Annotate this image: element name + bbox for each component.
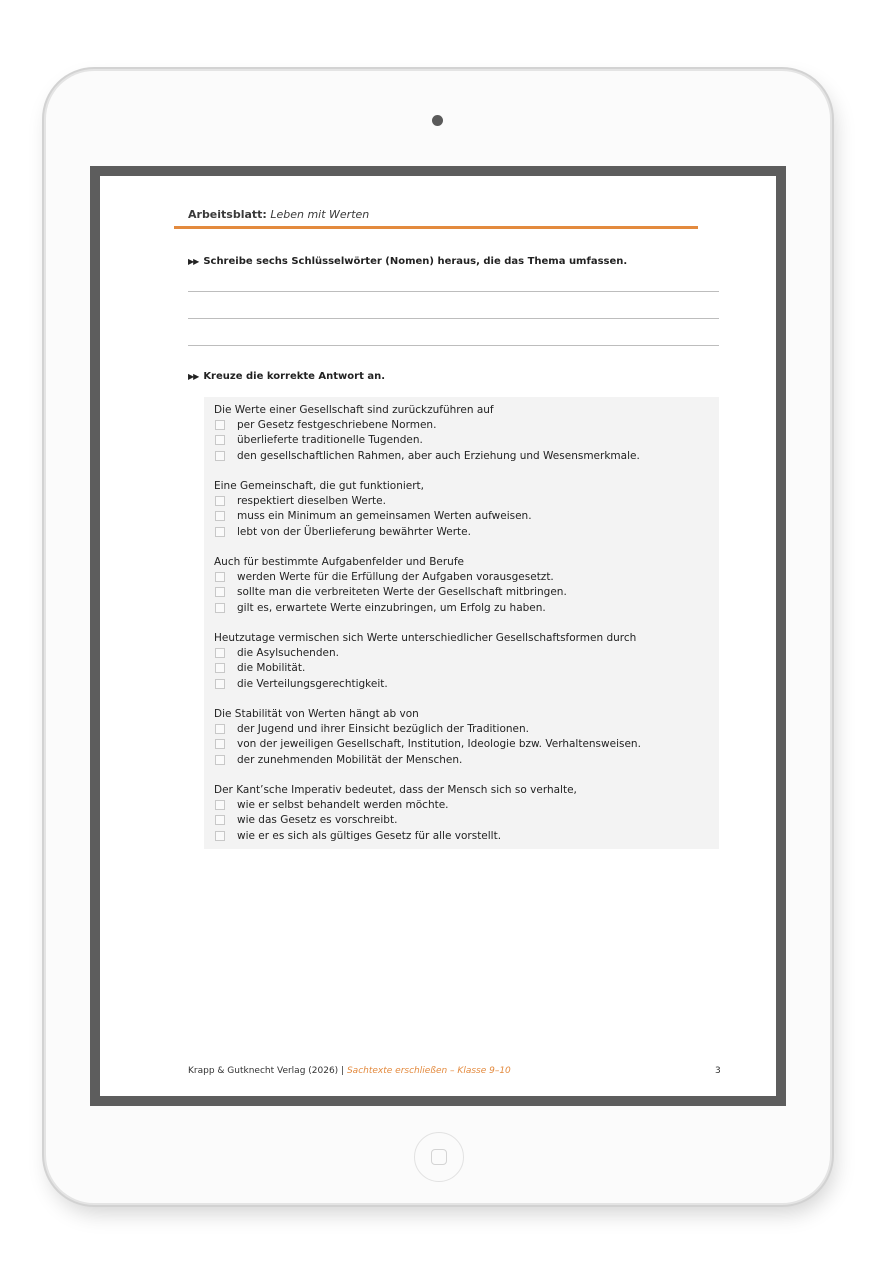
footer-book-title: Sachtexte erschließen – Klasse 9–10 bbox=[346, 1066, 511, 1076]
home-button[interactable] bbox=[414, 1132, 464, 1182]
question-5 bbox=[214, 707, 714, 768]
page-title bbox=[188, 208, 369, 221]
checkbox[interactable] bbox=[215, 496, 225, 506]
question-text: Die Stabilität von Werten hängt ab von bbox=[214, 708, 419, 720]
question-3 bbox=[214, 555, 714, 616]
task-2-instruction: Kreuze die korrekte Antwort an. bbox=[203, 371, 386, 382]
question-text: Der Kant’sche Imperativ bedeutet, dass der Mensch sich so verhalte, bbox=[214, 784, 577, 796]
answer-option[interactable] bbox=[214, 677, 714, 692]
answer-option[interactable] bbox=[214, 494, 714, 509]
checkbox[interactable] bbox=[215, 451, 225, 461]
tablet-device bbox=[46, 71, 830, 1203]
question-text: Heutzutage vermischen sich Werte unterschiedlicher Gesellschaftsformen durch bbox=[214, 632, 637, 644]
checkbox[interactable] bbox=[215, 663, 225, 673]
answer-option[interactable] bbox=[214, 829, 714, 844]
answer-option[interactable] bbox=[214, 570, 714, 585]
checkbox[interactable] bbox=[215, 815, 225, 825]
checkbox[interactable] bbox=[215, 420, 225, 430]
page-number: 3 bbox=[715, 1066, 721, 1076]
task-2-heading bbox=[188, 371, 385, 382]
checkbox[interactable] bbox=[215, 572, 225, 582]
checkbox[interactable] bbox=[215, 831, 225, 841]
checkbox[interactable] bbox=[215, 679, 225, 689]
answer-line-1[interactable] bbox=[188, 291, 719, 292]
checkbox[interactable] bbox=[215, 755, 225, 765]
option-label: wie er es sich als gültiges Gesetz für alle vorstellt. bbox=[237, 829, 502, 842]
answer-line-3[interactable] bbox=[188, 345, 719, 346]
answer-option[interactable] bbox=[214, 509, 714, 524]
option-label: überlieferte traditionelle Tugenden. bbox=[237, 434, 423, 447]
question-text: Eine Gemeinschaft, die gut funktioniert, bbox=[214, 480, 424, 492]
answer-option[interactable] bbox=[214, 449, 714, 464]
answer-option[interactable] bbox=[214, 737, 714, 752]
option-label: die Verteilungsgerechtigkeit. bbox=[237, 677, 388, 690]
answer-option[interactable] bbox=[214, 601, 714, 616]
question-4 bbox=[214, 631, 714, 692]
option-label: sollte man die verbreiteten Werte der Gesellschaft mitbringen. bbox=[237, 586, 567, 599]
option-label: gilt es, erwartete Werte einzubringen, um Erfolg zu haben. bbox=[237, 601, 546, 614]
option-label: muss ein Minimum an gemeinsamen Werten aufweisen. bbox=[237, 510, 532, 523]
question-6 bbox=[214, 783, 714, 844]
checkbox[interactable] bbox=[215, 724, 225, 734]
worksheet-header bbox=[174, 198, 698, 229]
option-label: wie er selbst behandelt werden möchte. bbox=[237, 799, 449, 811]
worksheet-page[interactable] bbox=[100, 176, 776, 1096]
checkbox[interactable] bbox=[215, 527, 225, 537]
checkbox[interactable] bbox=[215, 800, 225, 810]
header-topic: Leben mit Werten bbox=[270, 208, 370, 221]
option-label: die Asylsuchenden. bbox=[237, 647, 339, 659]
task-1-heading bbox=[188, 256, 627, 267]
task-1-instruction: Schreibe sechs Schlüsselwörter (Nomen) heraus, die das Thema umfassen. bbox=[203, 256, 628, 267]
home-square-icon bbox=[431, 1149, 447, 1165]
checkbox[interactable] bbox=[215, 739, 225, 749]
question-text: Die Werte einer Gesellschaft sind zurückzuführen auf bbox=[214, 404, 494, 416]
answer-option[interactable] bbox=[214, 525, 714, 540]
footer-publisher: Krapp & Gutknecht Verlag (2026) | bbox=[188, 1066, 345, 1076]
checkbox[interactable] bbox=[215, 587, 225, 597]
checkbox[interactable] bbox=[215, 648, 225, 658]
option-label: von der jeweiligen Gesellschaft, Institution, Ideologie bzw. Verhaltensweisen. bbox=[237, 738, 641, 751]
checkbox[interactable] bbox=[215, 435, 225, 445]
answer-option[interactable] bbox=[214, 646, 714, 661]
header-label: Arbeitsblatt: bbox=[188, 208, 267, 221]
page-footer bbox=[188, 1066, 511, 1076]
option-label: der zunehmenden Mobilität der Menschen. bbox=[237, 753, 463, 766]
answer-option[interactable] bbox=[214, 433, 714, 448]
task-arrow-icon: ▶▶ bbox=[188, 257, 199, 266]
answer-option[interactable] bbox=[214, 661, 714, 676]
option-label: die Mobilität. bbox=[237, 662, 306, 675]
answer-option[interactable] bbox=[214, 722, 714, 737]
option-label: per Gesetz festgeschriebene Normen. bbox=[237, 419, 437, 431]
answer-line-2[interactable] bbox=[188, 318, 719, 319]
answer-option[interactable] bbox=[214, 813, 714, 828]
question-1 bbox=[214, 403, 714, 464]
option-label: der Jugend und ihrer Einsicht bezüglich der Traditionen. bbox=[237, 723, 529, 735]
answer-option[interactable] bbox=[214, 798, 714, 813]
option-label: lebt von der Überlieferung bewährter Werte. bbox=[237, 525, 471, 538]
option-label: den gesellschaftlichen Rahmen, aber auch Erziehung und Wesensmerkmale. bbox=[237, 449, 640, 462]
option-label: respektiert dieselben Werte. bbox=[237, 495, 386, 507]
option-label: werden Werte für die Erfüllung der Aufgaben vorausgesetzt. bbox=[237, 571, 554, 583]
camera-icon bbox=[432, 115, 443, 126]
screen-bezel bbox=[90, 166, 786, 1106]
answer-option[interactable] bbox=[214, 585, 714, 600]
question-2 bbox=[214, 479, 714, 540]
answer-option[interactable] bbox=[214, 418, 714, 433]
question-text: Auch für bestimmte Aufgabenfelder und Berufe bbox=[214, 556, 464, 568]
checkbox[interactable] bbox=[215, 603, 225, 613]
answer-option[interactable] bbox=[214, 753, 714, 768]
multiple-choice-box bbox=[204, 397, 719, 849]
checkbox[interactable] bbox=[215, 511, 225, 521]
option-label: wie das Gesetz es vorschreibt. bbox=[237, 814, 398, 827]
task-arrow-icon: ▶▶ bbox=[188, 372, 199, 381]
